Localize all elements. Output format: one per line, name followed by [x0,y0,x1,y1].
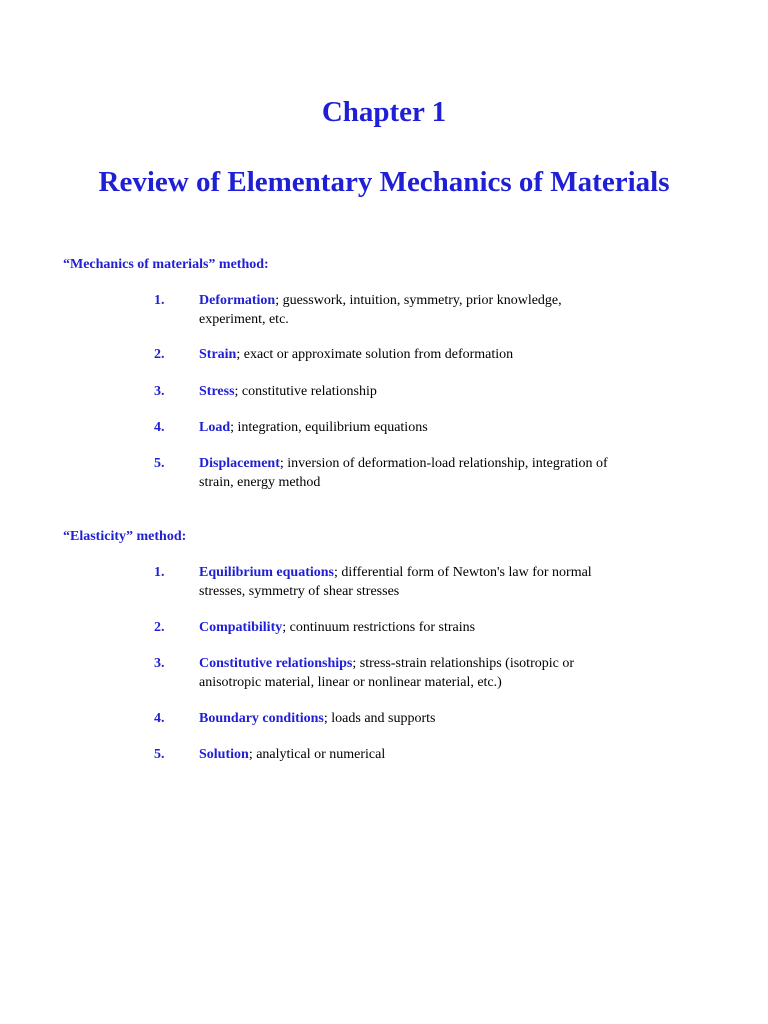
item-number: 1. [154,565,165,580]
item-term: Stress [199,384,235,399]
item-description: ; integration, equilibrium equations [230,420,428,435]
chapter-heading: Chapter 1 [321,96,447,128]
item-body [199,709,619,728]
item-term: Load [199,420,231,435]
page-title: Review of Elementary Mechanics of Materials [98,166,670,198]
item-number: 4. [154,420,165,435]
item-number: 3. [154,384,165,399]
section-heading-mechanics: “Mechanics of materials” method: [63,257,269,272]
item-description: ; guesswork, intuition, symmetry, prior knowledge, experiment, etc. [199,293,562,327]
item-term: Strain [199,347,237,362]
item-body [199,654,619,692]
section-heading-elasticity: “Elasticity” method: [63,529,187,544]
item-description: ; constitutive relationship [234,384,377,399]
item-description: ; inversion of deformation-load relationship, integration of strain, energy method [199,456,608,490]
item-number: 2. [154,347,165,362]
item-body [199,454,619,492]
item-term: Solution [199,747,249,762]
item-number: 1. [154,293,165,308]
item-body [199,563,619,601]
item-term: Deformation [199,293,276,308]
item-body [199,382,619,401]
item-term: Displacement [199,456,280,471]
item-description: ; differential form of Newton's law for normal stresses, symmetry of shear stresses [199,565,592,599]
item-term: Compatibility [199,620,283,635]
item-description: ; continuum restrictions for strains [282,620,476,635]
item-body [199,291,619,329]
item-body [199,345,619,364]
item-term: Constitutive relationships [199,656,353,671]
item-body [199,418,619,437]
item-number: 5. [154,747,165,762]
item-number: 5. [154,456,165,471]
item-term: Boundary conditions [199,711,324,726]
item-description: ; loads and supports [323,711,436,726]
item-body [199,745,619,764]
item-description: ; analytical or numerical [248,747,386,762]
item-number: 3. [154,656,165,671]
item-number: 2. [154,620,165,635]
item-term: Equilibrium equations [199,565,334,580]
item-description: ; exact or approximate solution from deformation [236,347,514,362]
item-number: 4. [154,711,165,726]
item-body [199,618,619,637]
item-description: ; stress-strain relationships (isotropic or anisotropic material, linear or nonlinear material, etc.) [199,656,575,690]
